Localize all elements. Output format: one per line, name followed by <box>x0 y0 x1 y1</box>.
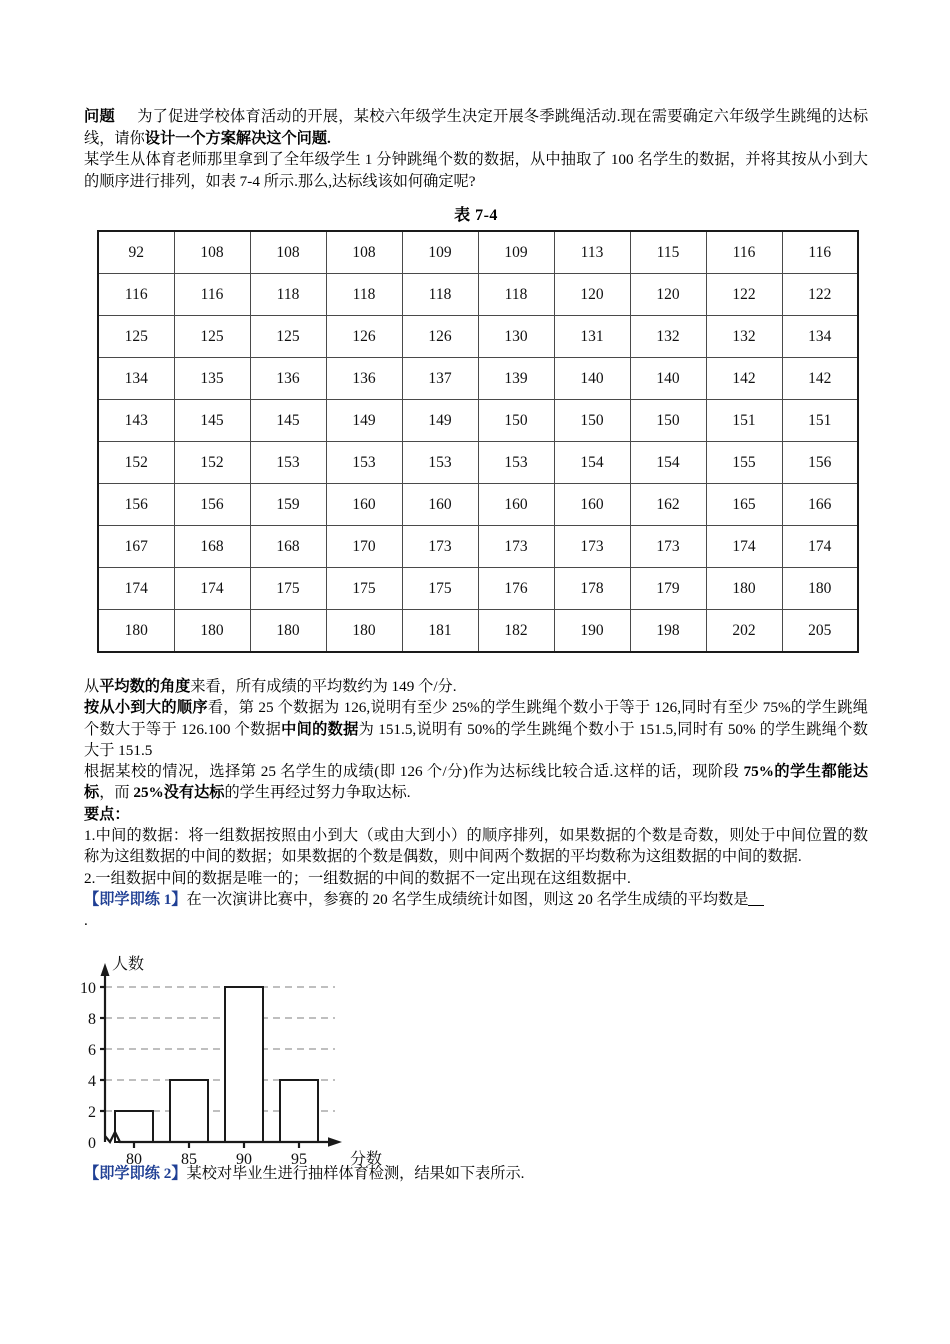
table-cell: 150 <box>554 400 630 442</box>
table-cell: 149 <box>402 400 478 442</box>
table-cell: 153 <box>402 442 478 484</box>
table-cell: 174 <box>174 568 250 610</box>
table-cell: 140 <box>554 358 630 400</box>
table-cell: 160 <box>554 484 630 526</box>
analysis-section <box>84 676 868 932</box>
table-cell: 118 <box>402 274 478 316</box>
table-cell: 108 <box>250 231 326 274</box>
exercise-2-paragraph <box>84 1163 868 1185</box>
table-cell: 160 <box>402 484 478 526</box>
chart-y-axis-title: 人数 <box>112 956 145 973</box>
analysis-order-bold1: 按从小到大的顺序 <box>84 699 208 717</box>
analysis-order-text1: 看，第 25 个数据为 126,说明有至少 25%的学生跳绳个数小于等于 126,同时有至少 75%的学生跳绳个数大于等于 126.100 个数据 <box>84 699 868 738</box>
table-cell: 156 <box>98 484 174 526</box>
table-row <box>98 400 858 442</box>
table-cell: 118 <box>250 274 326 316</box>
bar-95 <box>280 1080 318 1142</box>
table-cell: 153 <box>478 442 554 484</box>
score-distribution-chart <box>60 952 400 1168</box>
y-label-0: 0 <box>88 1135 96 1152</box>
table-cell: 154 <box>630 442 706 484</box>
chart-svg <box>60 952 400 1168</box>
table-cell: 113 <box>554 231 630 274</box>
table-cell: 152 <box>98 442 174 484</box>
table-cell: 180 <box>98 610 174 653</box>
table-row <box>98 442 858 484</box>
analysis-mean-bold: 平均数的角度 <box>99 678 191 695</box>
table-row <box>98 316 858 358</box>
problem-text-bold: 设计一个方案解决这个问题. <box>144 129 331 147</box>
table-cell: 182 <box>478 610 554 653</box>
conclusion-bold2: 25%没有达标 <box>133 784 225 802</box>
analysis-mean-prefix: 从 <box>84 678 100 695</box>
table-cell: 176 <box>478 568 554 610</box>
table-cell: 109 <box>402 231 478 274</box>
table-cell: 149 <box>326 400 402 442</box>
table-cell: 166 <box>782 484 858 526</box>
conclusion-text-b: ，而 <box>99 784 134 802</box>
table-cell: 142 <box>706 358 782 400</box>
table-cell: 140 <box>630 358 706 400</box>
table-cell: 125 <box>250 316 326 358</box>
table-cell: 170 <box>326 526 402 568</box>
table-cell: 108 <box>326 231 402 274</box>
table-cell: 115 <box>630 231 706 274</box>
table-cell: 126 <box>326 316 402 358</box>
table-body <box>98 231 858 652</box>
conclusion-bold1: 75%的学生都能达标 <box>84 763 869 802</box>
table-cell: 178 <box>554 568 630 610</box>
table-cell: 150 <box>478 400 554 442</box>
table-cell: 136 <box>250 358 326 400</box>
table-cell: 180 <box>706 568 782 610</box>
table-cell: 180 <box>782 568 858 610</box>
table-row <box>98 526 858 568</box>
analysis-order-bold2: 中间的数据 <box>281 720 359 738</box>
answer-blank-line[interactable] <box>748 905 764 906</box>
keypoint-item-2: 2.一组数据中间的数据是唯一的；一组数据的中间的数据不一定出现在这组数据中. <box>84 869 631 887</box>
table-row <box>98 274 858 316</box>
table-cell: 145 <box>174 400 250 442</box>
y-label-2: 2 <box>88 1104 96 1121</box>
table-cell: 125 <box>98 316 174 358</box>
analysis-mean-paragraph <box>84 676 868 697</box>
y-label-10: 10 <box>80 980 96 997</box>
bar-80 <box>115 1111 153 1142</box>
table-cell: 120 <box>630 274 706 316</box>
y-label-4: 4 <box>88 1073 96 1090</box>
jump-rope-data-table <box>97 230 859 653</box>
table-cell: 180 <box>174 610 250 653</box>
y-label-8: 8 <box>88 1011 96 1028</box>
table-cell: 136 <box>326 358 402 400</box>
bar-85 <box>170 1080 208 1142</box>
table-caption-wrap <box>84 199 868 231</box>
table-cell: 179 <box>630 568 706 610</box>
y-label-6: 6 <box>88 1042 96 1059</box>
table-cell: 132 <box>630 316 706 358</box>
chart-y-tick-labels <box>80 980 96 1152</box>
table-row <box>98 568 858 610</box>
table-cell: 167 <box>98 526 174 568</box>
analysis-mean-rest: 来看，所有成绩的平均数约为 149 个/分. <box>190 678 457 695</box>
table-cell: 126 <box>402 316 478 358</box>
table-cell: 125 <box>174 316 250 358</box>
table-cell: 116 <box>706 231 782 274</box>
x-label-85: 85 <box>181 1151 197 1168</box>
x-axis-arrow <box>328 1137 342 1147</box>
table-cell: 137 <box>402 358 478 400</box>
table-cell: 134 <box>782 316 858 358</box>
chart-bars <box>115 987 318 1142</box>
bar-90 <box>225 987 263 1142</box>
exercise-1-text: 在一次演讲比赛中，参赛的 20 名学生成绩统计如图，则这 20 名学生成绩的平均数是 <box>186 890 749 908</box>
table-cell: 118 <box>478 274 554 316</box>
table-cell: 153 <box>250 442 326 484</box>
table-cell: 198 <box>630 610 706 653</box>
table-cell: 116 <box>782 231 858 274</box>
table-cell: 173 <box>402 526 478 568</box>
y-axis-arrow <box>101 963 110 976</box>
exercise-1-trailing: . <box>84 912 88 930</box>
problem-paragraph-2: 某学生从体育老师那里拿到了全年级学生 1 分钟跳绳个数的数据，从中抽取了 100 名学生的数据，并将其按从小到大的顺序进行排列，如表 7-4 所示.那么,达标线该如何确定呢? <box>84 151 868 190</box>
table-cell: 181 <box>402 610 478 653</box>
data-table-wrap <box>97 230 859 653</box>
table-cell: 160 <box>478 484 554 526</box>
x-label-95: 95 <box>291 1151 307 1168</box>
table-cell: 162 <box>630 484 706 526</box>
table-cell: 142 <box>782 358 858 400</box>
table-cell: 109 <box>478 231 554 274</box>
table-cell: 92 <box>98 231 174 274</box>
table-cell: 156 <box>174 484 250 526</box>
table-cell: 134 <box>98 358 174 400</box>
table-cell: 154 <box>554 442 630 484</box>
table-cell: 150 <box>630 400 706 442</box>
problem-label: 问题 <box>84 108 115 125</box>
exercise-2-section <box>84 1163 868 1185</box>
table-cell: 190 <box>554 610 630 653</box>
table-cell: 130 <box>478 316 554 358</box>
table-cell: 116 <box>98 274 174 316</box>
table-cell: 122 <box>782 274 858 316</box>
table-cell: 116 <box>174 274 250 316</box>
table-cell: 175 <box>326 568 402 610</box>
chart-x-axis-title: 分数 <box>350 1151 383 1168</box>
table-row <box>98 358 858 400</box>
table-cell: 143 <box>98 400 174 442</box>
table-cell: 153 <box>326 442 402 484</box>
table-cell: 168 <box>174 526 250 568</box>
table-cell: 132 <box>706 316 782 358</box>
table-cell: 155 <box>706 442 782 484</box>
table-cell: 151 <box>782 400 858 442</box>
table-cell: 175 <box>250 568 326 610</box>
table-cell: 168 <box>250 526 326 568</box>
table-cell: 118 <box>326 274 402 316</box>
table-cell: 120 <box>554 274 630 316</box>
table-cell: 173 <box>630 526 706 568</box>
table-cell: 202 <box>706 610 782 653</box>
intro-section <box>84 106 868 192</box>
table-row <box>98 610 858 653</box>
x-label-80: 80 <box>126 1151 142 1168</box>
table-cell: 205 <box>782 610 858 653</box>
table-cell: 156 <box>782 442 858 484</box>
table-cell: 122 <box>706 274 782 316</box>
problem-paragraph <box>84 106 868 149</box>
table-row <box>98 231 858 274</box>
analysis-order-paragraph <box>84 697 868 761</box>
table-cell: 175 <box>402 568 478 610</box>
table-cell: 174 <box>782 526 858 568</box>
table-cell: 135 <box>174 358 250 400</box>
table-cell: 152 <box>174 442 250 484</box>
keypoints-heading: 要点： <box>84 805 130 823</box>
table-cell: 180 <box>326 610 402 653</box>
table-cell: 174 <box>706 526 782 568</box>
table-cell: 173 <box>478 526 554 568</box>
conclusion-text-c: 的学生再经过努力争取达标. <box>224 784 411 802</box>
table-cell: 108 <box>174 231 250 274</box>
x-label-90: 90 <box>236 1151 252 1168</box>
table-cell: 159 <box>250 484 326 526</box>
table-cell: 180 <box>250 610 326 653</box>
table-cell: 160 <box>326 484 402 526</box>
table-cell: 131 <box>554 316 630 358</box>
table-caption: 表 7-4 <box>454 207 498 224</box>
conclusion-text-a: 根据某校的情况，选择第 25 名学生的成绩(即 126 个/分)作为达标线比较合适.这样的话，现阶段 <box>84 763 744 781</box>
problem-text: 为了促进学校体育活动的开展，某校六年级学生决定开展冬季跳绳活动.现在需要确定六年级学生跳绳的达标线，请你 <box>84 108 869 147</box>
table-cell: 174 <box>98 568 174 610</box>
exercise-1-tag: 【即学即练 1】 <box>84 890 187 908</box>
analysis-conclusion-paragraph <box>84 761 868 804</box>
analysis-order-text2: 为 151.5,说明有 50%的学生跳绳个数小于 151.5,同时有 50% 的学生跳绳个数大于 151.5 <box>84 720 868 759</box>
table-row <box>98 484 858 526</box>
table-cell: 151 <box>706 400 782 442</box>
chart-y-axis <box>100 963 110 1142</box>
exercise-2-text: 某校对毕业生进行抽样体育检测，结果如下表所示. <box>186 1165 525 1182</box>
table-cell: 145 <box>250 400 326 442</box>
exercise-1-paragraph <box>84 889 868 910</box>
table-cell: 173 <box>554 526 630 568</box>
exercise-2-tag: 【即学即练 2】 <box>84 1165 187 1182</box>
keypoint-item-1: 1.中间的数据：将一组数据按照由小到大（或由大到小）的顺序排列，如果数据的个数是奇数，则处于中间位置的数称为这组数据的中间的数据；如果数据的个数是偶数，则中间两个数据的平均数称为这组数据的中间的数据. <box>84 827 868 866</box>
table-cell: 139 <box>478 358 554 400</box>
table-cell: 165 <box>706 484 782 526</box>
